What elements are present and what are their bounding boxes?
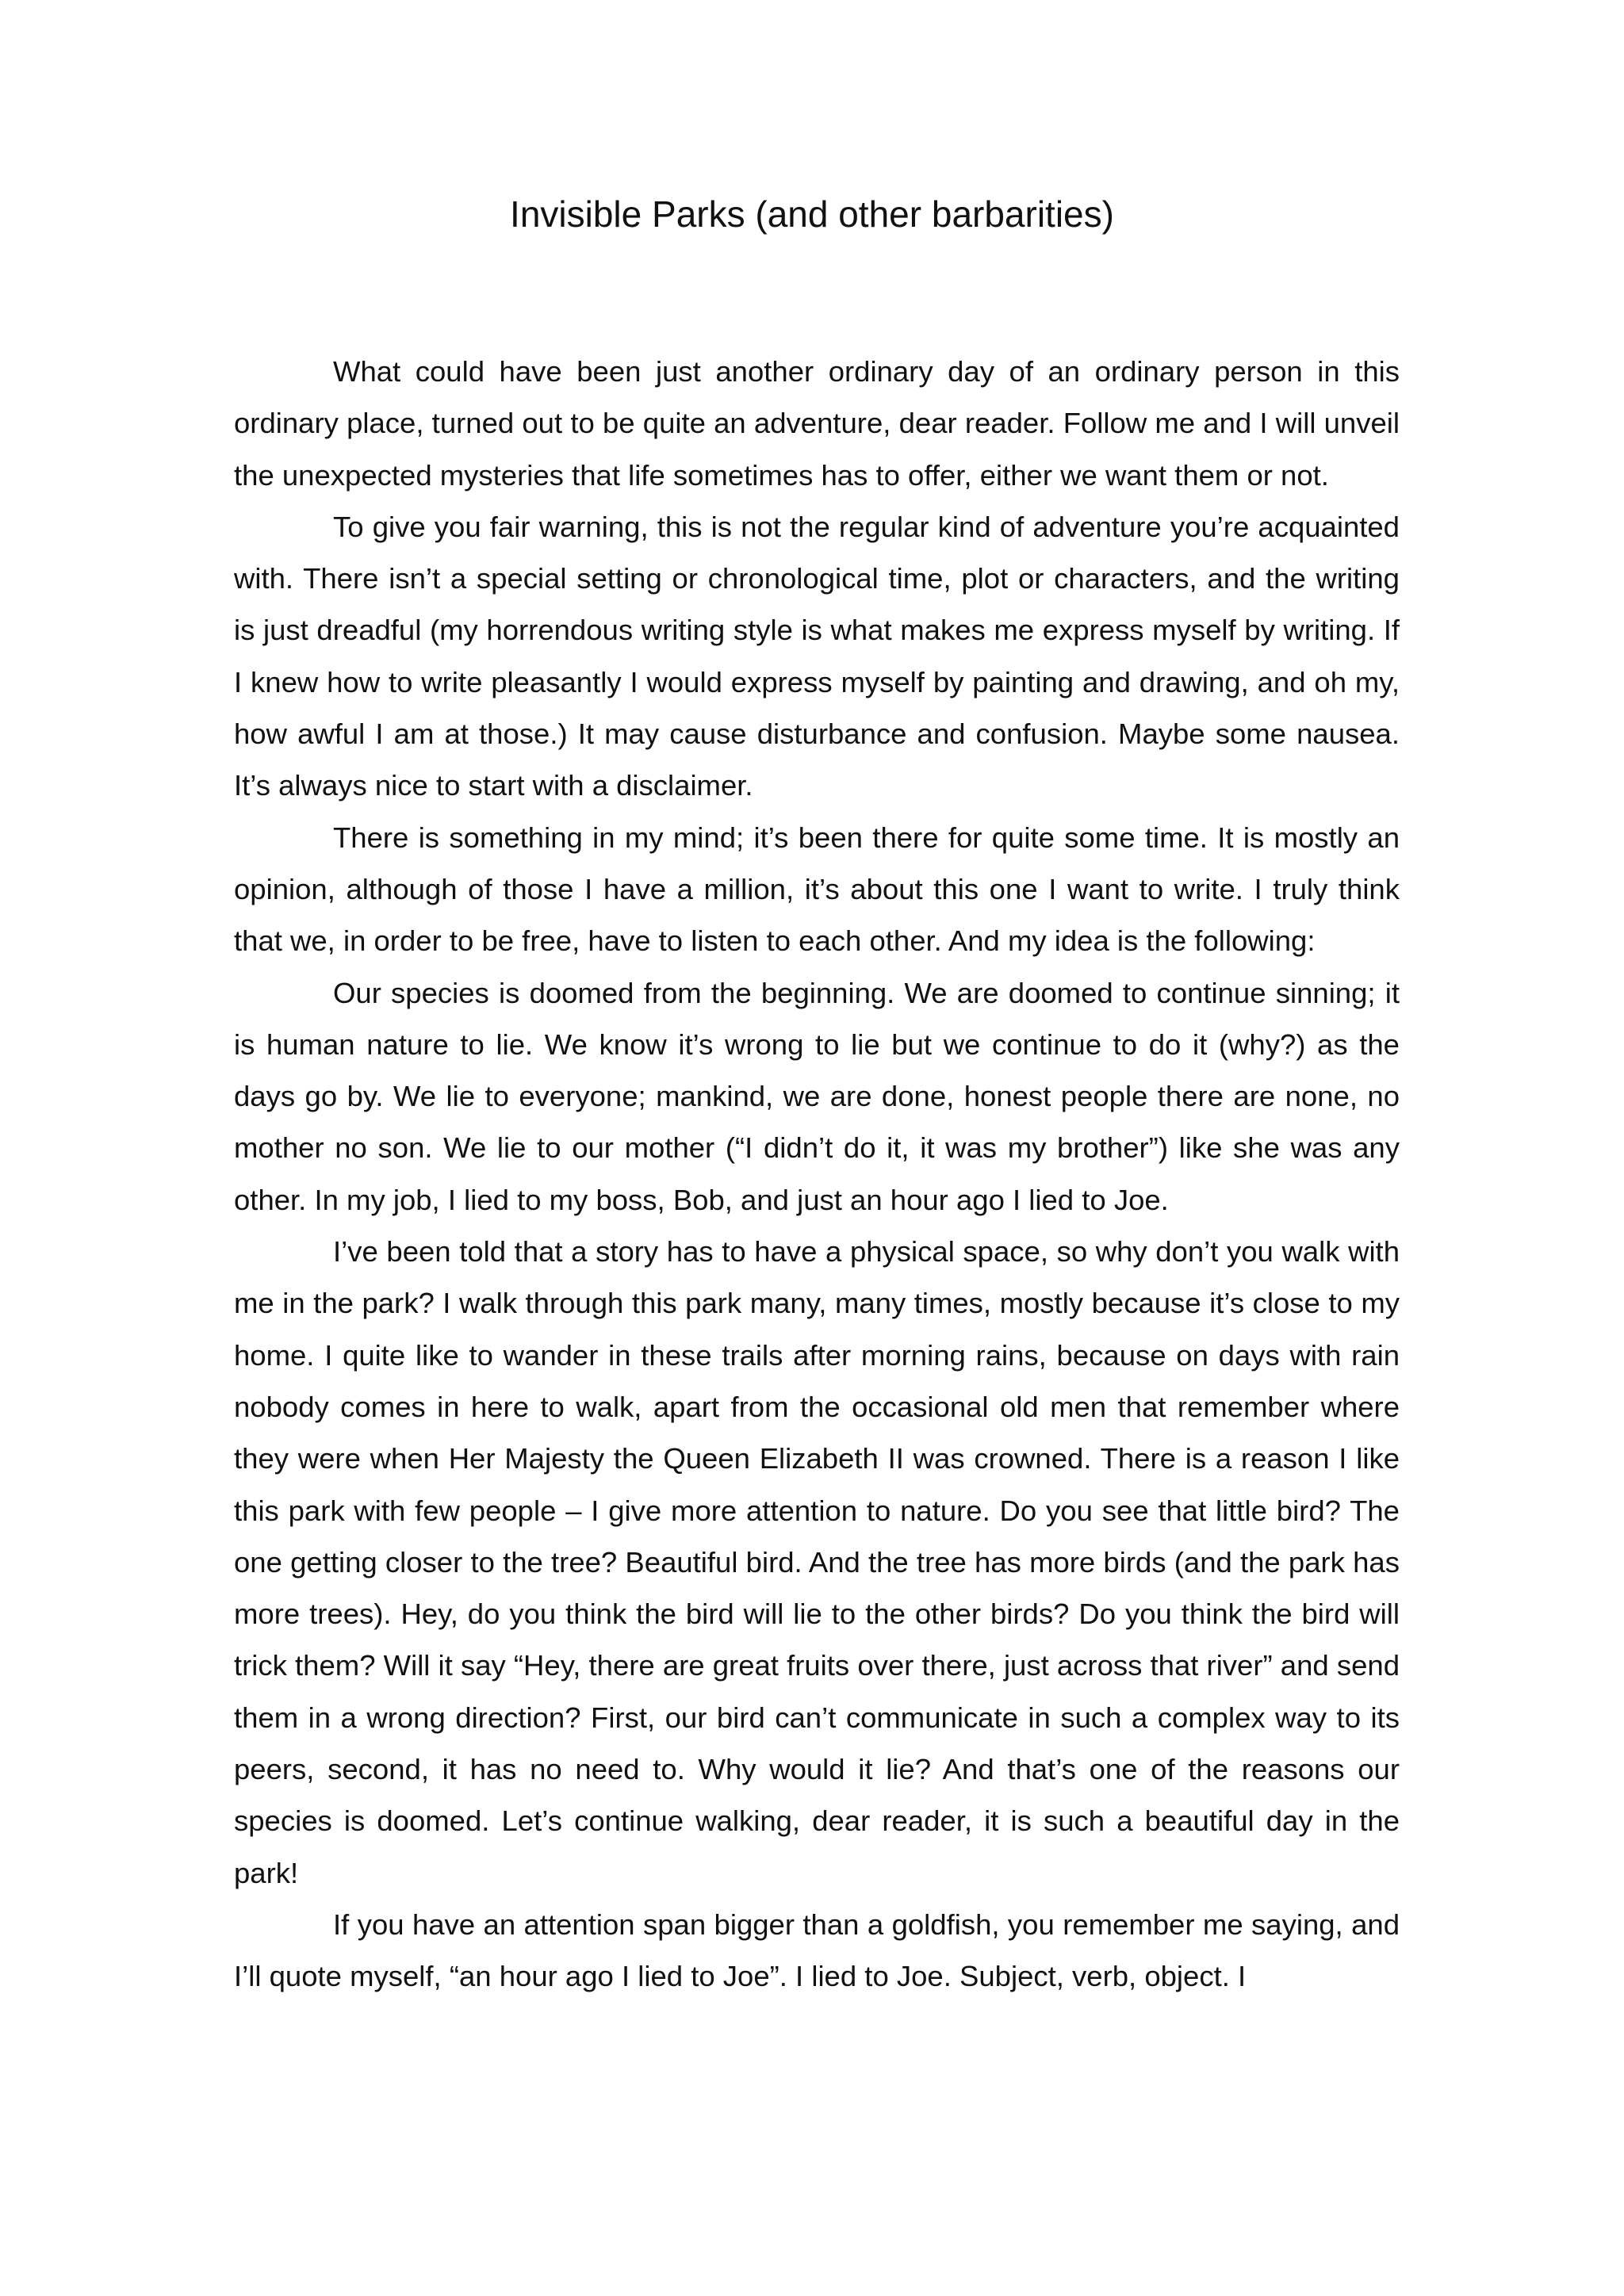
document-body bbox=[234, 346, 1400, 2003]
paragraph-3: There is something in my mind; it’s been there for quite some time. It is mostly an opinion, although of those I have a million, it’s about this one I want to write. I truly think that we, in order to be free, have to listen to each other. And my idea is the following: bbox=[234, 821, 1400, 958]
paragraph-4: Our species is doomed from the beginning. We are doomed to continue sinning; it is human nature to lie. We know it’s wrong to lie but we continue to do it (why?) as the days go by. We lie to everyone; mankind, we are done, honest people there are none, no mother no son. We lie to our mother (“I didn’t do it, it was my brother”) like she was any other. In my job, I lied to my boss, Bob, and just an hour ago I lied to Joe. bbox=[234, 976, 1400, 1216]
paragraph-2: To give you fair warning, this is not the regular kind of adventure you’re acquainted with. There isn’t a special setting or chronological time, plot or characters, and the writing is just dreadful (my horrendous writing style is what makes me express myself by writing. If I knew how to write pleasantly I would express myself by painting and drawing, and oh my, how awful I am at those.) It may cause disturbance and confusion. Maybe some nausea. It’s always nice to start with a disclaimer. bbox=[234, 510, 1400, 802]
paragraph-1: What could have been just another ordinary day of an ordinary person in this ordinary place, turned out to be quite an adventure, dear reader. Follow me and I will unveil the unexpected mysteries that life sometimes has to offer, either we want them or not. bbox=[234, 355, 1400, 492]
paragraph-6: If you have an attention span bigger than a goldfish, you remember me saying, and I’ll quote myself, “an hour ago I lied to Joe”. I lied to Joe. Subject, verb, object. I bbox=[234, 1908, 1400, 1993]
document-title: Invisible Parks (and other barbarities) bbox=[510, 193, 1114, 235]
paragraph-5: I’ve been told that a story has to have a physical space, so why don’t you walk with me in the park? I walk through this park many, many times, mostly because it’s close to my home. I quite like to wander in these trails after morning rains, because on days with rain nobody comes in here to walk, apart from the occasional old men that remember where they were when Her Majesty the Queen Elizabeth II was crowned. There is a reason I like this park with few people – I give more attention to nature. Do you see that little bird? The one getting closer to the tree? Beautiful bird. And the tree has more birds (and the park has more trees). Hey, do you think the bird will lie to the other birds? Do you think the bird will trick them? Will it say “Hey, there are great fruits over there, just across that river” and send them in a wrong direction? First, our bird can’t communicate in such a complex way to its peers, second, it has no need to. Why would it lie? And that’s one of the reasons our species is doomed. Let’s continue walking, dear reader, it is such a beautiful day in the park! bbox=[234, 1235, 1400, 1889]
